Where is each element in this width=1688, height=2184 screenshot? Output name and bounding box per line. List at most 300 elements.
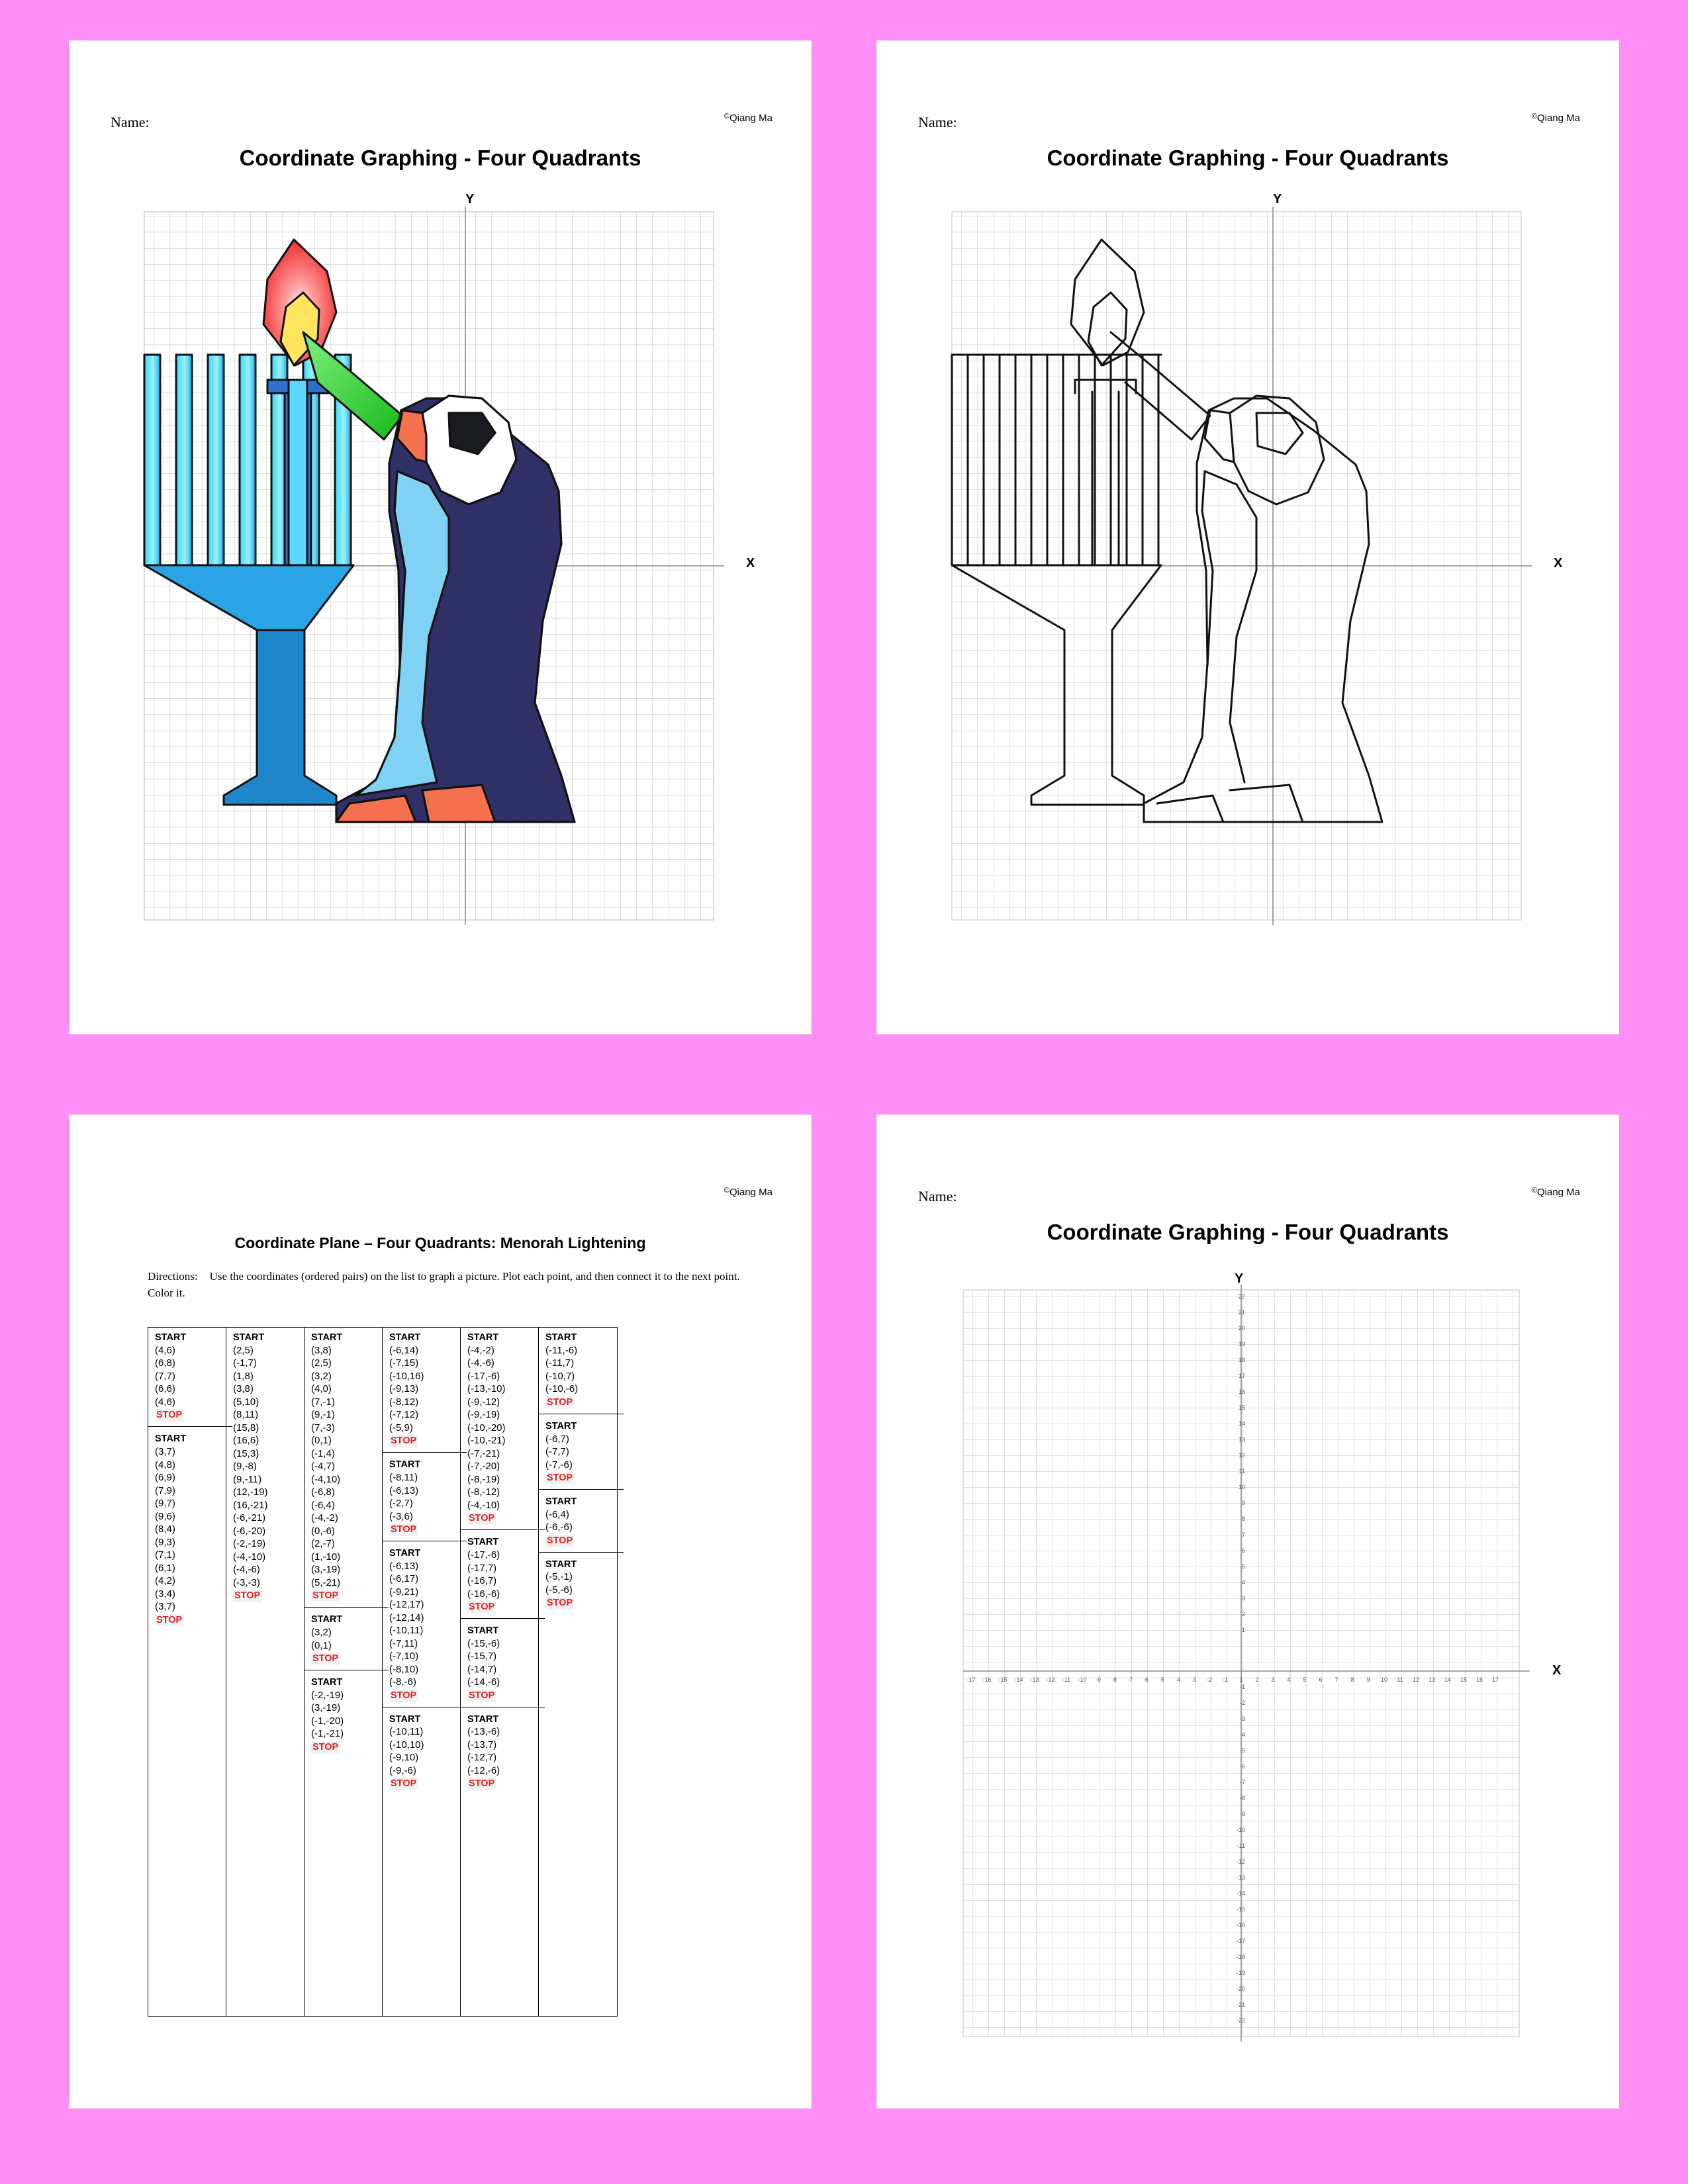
- start-label: START: [467, 1625, 499, 1636]
- start-label: START: [233, 1332, 265, 1343]
- coordinate-point: (-7,-21): [467, 1447, 500, 1459]
- coordinate-point: (2,5): [233, 1344, 254, 1356]
- start-label: START: [311, 1614, 343, 1625]
- y-axis-label: Y: [1235, 1271, 1244, 1286]
- coordinate-point: (-1,-21): [311, 1728, 344, 1740]
- copyright-notice: ©Qiang Ma: [1531, 1187, 1580, 1198]
- directions: [148, 1269, 765, 1301]
- x-tick: 14: [1444, 1676, 1451, 1683]
- coordinate-point: (-8,-6): [389, 1676, 416, 1688]
- coordinate-point: (-3,-3): [233, 1576, 260, 1588]
- x-tick: 17: [1491, 1676, 1499, 1683]
- coordinate-point: (-9,-6): [389, 1764, 416, 1776]
- coordinate-point: (-6,13): [389, 1484, 419, 1496]
- coordinate-block: [155, 1433, 226, 1626]
- coordinate-column: [226, 1328, 305, 2016]
- coordinate-point: (-4,-10): [233, 1551, 266, 1563]
- coordinate-block: [545, 1420, 617, 1484]
- coordinate-point: (-4,-2): [467, 1344, 494, 1356]
- coordinate-point: (9,-8): [233, 1461, 257, 1473]
- y-tick: 8: [1241, 1516, 1245, 1522]
- y-tick: 13: [1238, 1436, 1245, 1443]
- x-tick: -8: [1111, 1676, 1117, 1683]
- worksheet-page-coordinates: [70, 1115, 811, 2108]
- coordinate-point: (7,9): [155, 1484, 175, 1496]
- coordinate-point: (-4,-6): [233, 1564, 260, 1576]
- y-tick: 9: [1241, 1500, 1245, 1506]
- coordinate-point: (-15,7): [467, 1651, 497, 1662]
- coordinate-point: (15,8): [233, 1422, 259, 1433]
- y-tick: 12: [1238, 1452, 1245, 1459]
- coordinate-point: (16,6): [233, 1435, 259, 1447]
- worksheet-title: Coordinate Plane – Four Quadrants: Menorah Lightening: [234, 1234, 646, 1251]
- y-tick: -8: [1239, 1795, 1245, 1801]
- start-label: START: [311, 1676, 343, 1688]
- y-axis-label: Y: [465, 192, 475, 206]
- stop-label: STOP: [391, 1778, 417, 1790]
- x-tick: -14: [1014, 1676, 1023, 1683]
- coordinate-point: (-9,-19): [467, 1409, 500, 1421]
- coordinate-column: [461, 1328, 539, 2016]
- y-tick: 15: [1238, 1404, 1245, 1411]
- x-tick: -5: [1158, 1676, 1164, 1683]
- coordinate-block: [311, 1614, 382, 1665]
- y-tick: 4: [1241, 1579, 1245, 1586]
- coordinate-point: (-8,12): [389, 1396, 419, 1408]
- copyright-notice: ©Qiang Ma: [1531, 113, 1580, 124]
- x-tick: 5: [1303, 1676, 1307, 1683]
- coordinate-point: (-10,16): [389, 1370, 424, 1382]
- coordinate-point: (3,4): [155, 1588, 175, 1600]
- start-label: START: [545, 1496, 577, 1507]
- x-tick: -12: [1046, 1676, 1055, 1683]
- x-tick: 6: [1319, 1676, 1323, 1683]
- coordinate-block: [467, 1713, 538, 1791]
- x-tick: -15: [998, 1676, 1008, 1683]
- coordinate-point: (6,1): [155, 1562, 175, 1574]
- y-tick: 11: [1239, 1468, 1245, 1475]
- name-label: Name:: [918, 114, 957, 130]
- coordinate-point: (-7,10): [389, 1651, 419, 1662]
- block-divider: [461, 1618, 545, 1619]
- y-tick: -12: [1236, 1858, 1245, 1865]
- start-label: START: [545, 1420, 577, 1432]
- y-tick: -7: [1239, 1779, 1245, 1786]
- coordinate-point: (-6,4): [311, 1499, 335, 1511]
- coordinate-point: (-6,-6): [545, 1522, 573, 1533]
- coordinate-point: (12,-19): [233, 1486, 268, 1498]
- coordinate-point: (-6,4): [545, 1508, 569, 1520]
- x-tick: 11: [1397, 1676, 1403, 1683]
- coordinate-point: (-8,11): [389, 1472, 418, 1484]
- coordinate-point: (0,1): [311, 1639, 332, 1651]
- y-tick: -2: [1239, 1700, 1245, 1706]
- y-tick: 17: [1238, 1373, 1245, 1379]
- coordinate-point: (-2,-19): [233, 1538, 266, 1550]
- y-tick: 2: [1241, 1611, 1245, 1617]
- coordinate-point: (6,9): [155, 1472, 175, 1484]
- coordinate-point: (7,7): [155, 1370, 175, 1382]
- coordinate-point: (-12,17): [389, 1599, 424, 1611]
- coordinate-point: (-8,-12): [467, 1486, 500, 1498]
- coordinate-point: (-16,7): [467, 1575, 497, 1587]
- directions-text: Use the coordinates (ordered pairs) on the list to graph a picture. Plot each point, and then connect it to the next point. Color it.: [148, 1270, 740, 1299]
- stop-label: STOP: [234, 1590, 261, 1602]
- coordinate-point: (-6,-21): [233, 1512, 266, 1524]
- coordinate-point: (7,-3): [311, 1422, 335, 1433]
- coordinate-point: (8,4): [155, 1524, 175, 1535]
- directions-label: Directions:: [148, 1270, 198, 1283]
- graph-area-blank: [957, 1281, 1539, 2062]
- coordinate-point: (7,1): [155, 1549, 175, 1561]
- coordinate-point: (3,2): [311, 1370, 332, 1382]
- coordinate-point: (-7,-6): [545, 1459, 573, 1471]
- coordinate-block: [311, 1332, 382, 1602]
- coordinate-graph-outline: [945, 200, 1541, 934]
- graph-area-colored: [138, 200, 733, 934]
- y-tick: 6: [1241, 1547, 1245, 1554]
- x-tick: 12: [1412, 1676, 1419, 1683]
- y-tick: 10: [1238, 1484, 1245, 1490]
- coordinate-point: (-17,-6): [467, 1370, 500, 1382]
- stop-label: STOP: [469, 1513, 495, 1524]
- coordinate-graph-picture: [138, 200, 733, 934]
- stop-label: STOP: [547, 1473, 573, 1484]
- stop-label: STOP: [391, 1690, 417, 1701]
- coordinate-point: (-10,11): [389, 1625, 424, 1637]
- coordinate-point: (-14,-6): [467, 1676, 500, 1688]
- coordinate-point: (-6,8): [311, 1486, 335, 1498]
- blank-coordinate-grid[interactable]: [957, 1281, 1539, 2062]
- start-label: START: [467, 1537, 499, 1548]
- coordinate-column: [539, 1328, 617, 2016]
- coordinate-point: (3,8): [233, 1383, 254, 1395]
- coordinate-point: (9,-11): [233, 1473, 262, 1485]
- coordinate-point: (-4,7): [311, 1461, 335, 1473]
- coordinate-point: (6,8): [155, 1357, 175, 1369]
- coordinate-point: (0,-6): [311, 1525, 335, 1537]
- y-axis-label: Y: [1273, 192, 1282, 206]
- y-tick: 14: [1238, 1420, 1245, 1427]
- coordinate-point: (-16,-6): [467, 1588, 500, 1600]
- stop-label: STOP: [469, 1690, 495, 1701]
- y-axis-tick-labels-negative: [1231, 1679, 1245, 2028]
- x-tick: 13: [1428, 1676, 1435, 1683]
- coordinate-point: (-17,7): [467, 1562, 497, 1574]
- x-tick: -13: [1030, 1676, 1039, 1683]
- coordinate-block: [545, 1496, 617, 1547]
- coordinate-point: (-7,7): [545, 1446, 569, 1458]
- coordinate-point: (3,2): [311, 1627, 332, 1639]
- x-tick: -11: [1062, 1676, 1071, 1683]
- coordinate-point: (-1,4): [311, 1447, 335, 1459]
- y-tick: -10: [1236, 1827, 1245, 1833]
- y-tick: -19: [1236, 1970, 1245, 1976]
- x-tick: -2: [1206, 1676, 1212, 1683]
- coordinate-point: (-7,11): [389, 1637, 418, 1649]
- y-tick: -14: [1236, 1890, 1245, 1897]
- name-label: Name:: [111, 114, 150, 130]
- copyright-notice: ©Qiang Ma: [724, 113, 773, 124]
- coordinate-point: (4,2): [155, 1575, 175, 1587]
- x-tick: -9: [1095, 1676, 1101, 1683]
- y-tick: -13: [1236, 1874, 1245, 1881]
- coordinate-point: (9,3): [155, 1536, 175, 1548]
- coordinate-point: (-9,-12): [467, 1396, 500, 1408]
- y-tick: -21: [1236, 2001, 1245, 2008]
- start-label: START: [467, 1332, 499, 1343]
- x-tick: 8: [1350, 1676, 1354, 1683]
- coordinate-point: (-9,10): [389, 1752, 419, 1764]
- stop-label: STOP: [469, 1778, 495, 1790]
- y-tick: 19: [1238, 1341, 1245, 1347]
- x-tick: -1: [1222, 1676, 1228, 1683]
- coordinate-point: (4,8): [155, 1459, 175, 1471]
- coordinate-point: (3,-19): [311, 1702, 341, 1714]
- x-tick: -4: [1174, 1676, 1180, 1683]
- y-tick: -17: [1236, 1938, 1245, 1944]
- x-tick: -10: [1078, 1676, 1087, 1683]
- start-label: START: [467, 1713, 499, 1725]
- coordinate-point: (-5,9): [389, 1422, 413, 1433]
- start-label: START: [389, 1713, 421, 1725]
- coordinate-point: (3,7): [155, 1446, 175, 1458]
- y-tick: -1: [1239, 1684, 1245, 1690]
- coordinate-point: (-8,10): [389, 1663, 419, 1675]
- y-tick: -3: [1239, 1715, 1245, 1722]
- y-tick: -9: [1239, 1811, 1245, 1817]
- x-tick: 1: [1239, 1676, 1243, 1683]
- x-tick: -6: [1143, 1676, 1149, 1683]
- coordinate-block: [389, 1459, 460, 1536]
- coordinate-point: (16,-21): [233, 1499, 268, 1511]
- coordinate-point: (-12,14): [389, 1612, 424, 1623]
- stop-label: STOP: [547, 1598, 573, 1609]
- coordinate-point: (-12,-6): [467, 1764, 500, 1776]
- y-tick: 7: [1241, 1531, 1245, 1538]
- graph-area-outline: [945, 200, 1541, 934]
- stop-label: STOP: [547, 1535, 573, 1546]
- y-tick: -15: [1236, 1906, 1245, 1913]
- x-tick: -7: [1127, 1676, 1133, 1683]
- coordinate-column: [148, 1328, 226, 2016]
- coordinate-point: (2,-7): [311, 1538, 335, 1550]
- coordinate-block: [467, 1332, 538, 1525]
- coordinate-block: [233, 1332, 304, 1602]
- coordinate-point: (3,8): [311, 1344, 332, 1356]
- block-divider: [539, 1552, 624, 1553]
- coordinate-point: (-12,7): [467, 1752, 497, 1764]
- block-divider: [383, 1452, 467, 1453]
- start-label: START: [389, 1459, 421, 1471]
- coordinate-column: [383, 1328, 461, 2016]
- x-tick: -17: [966, 1676, 976, 1683]
- coordinate-point: (-9,21): [389, 1586, 419, 1598]
- x-tick: -16: [982, 1676, 992, 1683]
- start-label: START: [389, 1332, 421, 1343]
- worksheet-page-blank-grid: [877, 1115, 1618, 2108]
- coordinate-point: (-15,-6): [467, 1637, 500, 1649]
- y-tick: 5: [1241, 1563, 1245, 1570]
- coordinate-point: (8,11): [233, 1409, 259, 1421]
- coordinate-point: (-10,-20): [467, 1422, 506, 1433]
- y-tick: 1: [1241, 1627, 1245, 1633]
- coordinate-block: [545, 1559, 617, 1610]
- coordinate-point: (-4,10): [311, 1473, 341, 1485]
- coordinate-point: (-4,-2): [311, 1512, 338, 1524]
- coordinate-point: (-14,7): [467, 1663, 497, 1675]
- coordinate-point: (3,7): [155, 1601, 175, 1613]
- page-title: Coordinate Graphing - Four Quadrants: [1047, 146, 1449, 170]
- coordinate-point: (-2,-19): [311, 1689, 344, 1701]
- coordinate-point: (-10,-6): [545, 1383, 579, 1395]
- x-tick: 2: [1255, 1676, 1259, 1683]
- coordinate-point: (4,6): [155, 1396, 175, 1408]
- coordinate-point: (-10,10): [389, 1739, 424, 1751]
- y-tick: 3: [1241, 1595, 1245, 1602]
- y-tick: -6: [1239, 1763, 1245, 1770]
- coordinate-point: (-5,-6): [545, 1584, 573, 1596]
- coordinate-point: (-17,-6): [467, 1549, 500, 1561]
- coordinate-point: (-7,-20): [467, 1461, 500, 1473]
- coordinate-point: (-4,-10): [467, 1499, 500, 1511]
- y-tick: 18: [1238, 1357, 1245, 1363]
- coordinate-block: [389, 1332, 460, 1447]
- stop-label: STOP: [312, 1590, 339, 1602]
- stop-label: STOP: [312, 1653, 339, 1664]
- y-tick: -16: [1236, 1922, 1245, 1929]
- coordinate-block: [389, 1547, 460, 1702]
- block-divider: [148, 1426, 232, 1427]
- coordinate-point: (5,10): [233, 1396, 259, 1408]
- coordinate-point: (4,0): [311, 1383, 332, 1395]
- coordinate-point: (-9,13): [389, 1383, 419, 1395]
- coordinate-point: (-4,-6): [467, 1357, 494, 1369]
- y-tick: -11: [1237, 1843, 1245, 1849]
- x-tick: 3: [1271, 1676, 1275, 1683]
- coordinate-point: (-11,-6): [545, 1344, 578, 1356]
- y-tick: -5: [1239, 1747, 1245, 1754]
- copyright-notice: ©Qiang Ma: [724, 1187, 773, 1198]
- coordinate-block: [155, 1332, 226, 1422]
- coordinate-point: (-6,-20): [233, 1525, 266, 1537]
- y-tick: 22: [1238, 1293, 1245, 1300]
- coordinate-column: [305, 1328, 383, 2016]
- coordinate-point: (-6,13): [389, 1560, 419, 1572]
- y-tick: -18: [1236, 1954, 1245, 1960]
- y-tick: -22: [1236, 2017, 1245, 2024]
- stop-label: STOP: [547, 1396, 573, 1408]
- coordinate-point: (-13,-10): [467, 1383, 506, 1395]
- x-tick: 10: [1380, 1676, 1387, 1683]
- stop-label: STOP: [391, 1435, 417, 1447]
- coordinate-point: (3,-19): [311, 1564, 341, 1576]
- x-tick: 16: [1476, 1676, 1483, 1683]
- coordinate-point: (15,3): [233, 1447, 259, 1459]
- stop-label: STOP: [391, 1524, 417, 1535]
- start-label: START: [155, 1332, 187, 1343]
- coordinate-point: (2,5): [311, 1357, 332, 1369]
- coordinate-point: (-6,14): [389, 1344, 419, 1356]
- coordinate-point: (-6,17): [389, 1573, 419, 1585]
- coordinate-point: (-2,7): [389, 1498, 413, 1510]
- coordinate-point: (-3,6): [389, 1510, 413, 1522]
- coordinate-point: (9,7): [155, 1498, 175, 1510]
- coordinate-block: [545, 1332, 617, 1409]
- coordinate-point: (-10,-21): [467, 1435, 506, 1447]
- coordinate-point: (-7,12): [389, 1409, 419, 1421]
- x-tick: 9: [1366, 1676, 1370, 1683]
- x-axis-label: X: [1554, 556, 1563, 570]
- y-tick: -4: [1239, 1731, 1245, 1738]
- coordinate-point: (-1,-20): [311, 1715, 344, 1727]
- coordinate-point: (7,-1): [311, 1396, 335, 1408]
- coordinate-point: (-10,7): [545, 1370, 575, 1382]
- y-tick: 20: [1238, 1325, 1245, 1332]
- block-divider: [461, 1529, 545, 1530]
- coordinate-point: (5,-21): [311, 1576, 341, 1588]
- start-label: START: [545, 1559, 577, 1570]
- x-tick: 4: [1287, 1676, 1291, 1683]
- coordinate-list-table: [148, 1327, 618, 2017]
- start-label: START: [545, 1332, 577, 1343]
- stop-label: STOP: [312, 1741, 339, 1752]
- coordinate-point: (1,8): [233, 1370, 254, 1382]
- block-divider: [539, 1489, 624, 1490]
- coordinate-point: (-8,-19): [467, 1473, 500, 1485]
- coordinate-block: [467, 1536, 538, 1614]
- stop-label: STOP: [469, 1602, 495, 1613]
- coordinate-point: (-7,15): [389, 1357, 419, 1369]
- x-tick: 7: [1335, 1676, 1338, 1683]
- y-tick: -20: [1236, 1985, 1245, 1992]
- x-tick: 15: [1460, 1676, 1467, 1683]
- coordinate-point: (6,6): [155, 1383, 175, 1395]
- y-axis-tick-labels-positive: [1232, 1289, 1245, 1638]
- coordinate-point: (-11,7): [545, 1357, 575, 1369]
- start-label: START: [155, 1433, 187, 1445]
- coordinate-point: (4,6): [155, 1344, 175, 1356]
- x-axis-label: X: [1552, 1663, 1562, 1678]
- worksheet-page-outline: [877, 41, 1618, 1034]
- coordinate-block: [311, 1676, 382, 1754]
- coordinate-point: (9,-1): [311, 1409, 335, 1421]
- y-tick: 21: [1238, 1309, 1245, 1316]
- coordinate-point: (9,6): [155, 1510, 175, 1522]
- start-label: START: [311, 1332, 343, 1343]
- page-title: Coordinate Graphing - Four Quadrants: [1047, 1220, 1449, 1244]
- name-label: Name:: [918, 1188, 957, 1205]
- coordinate-point: (0,1): [311, 1435, 332, 1447]
- stop-label: STOP: [156, 1614, 183, 1625]
- coordinate-point: (-13,-6): [467, 1726, 500, 1738]
- page-title: Coordinate Graphing - Four Quadrants: [239, 146, 641, 170]
- worksheet-page-colored: [70, 41, 811, 1034]
- stop-label: STOP: [156, 1410, 183, 1421]
- coordinate-point: (-1,7): [233, 1357, 257, 1369]
- x-tick: -3: [1190, 1676, 1196, 1683]
- start-label: START: [389, 1547, 421, 1559]
- coordinate-block: [467, 1625, 538, 1702]
- coordinate-block: [389, 1713, 460, 1791]
- coordinate-point: (-5,-1): [545, 1571, 573, 1583]
- coordinate-point: (-10,11): [389, 1726, 424, 1738]
- coordinate-point: (-13,7): [467, 1739, 497, 1751]
- coordinate-point: (-6,7): [545, 1433, 569, 1445]
- x-axis-label: X: [746, 556, 755, 570]
- y-tick: 16: [1238, 1388, 1245, 1395]
- block-divider: [305, 1607, 389, 1608]
